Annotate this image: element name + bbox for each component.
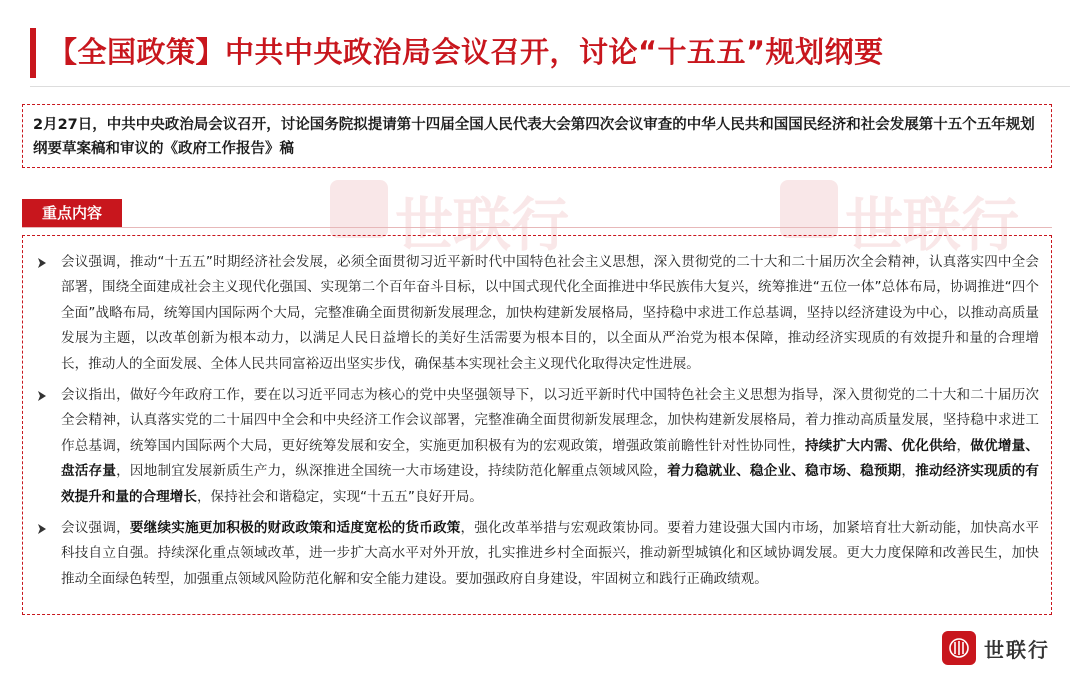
footer-brand	[942, 630, 1050, 666]
emphasis-text: 要继续实施更加积极的财政政策和适度宽松的货币政策	[129, 520, 461, 537]
summary-box	[22, 104, 1052, 168]
list-item	[35, 516, 1039, 592]
arrow-bullet-icon	[35, 383, 49, 408]
title-accent-bar	[30, 28, 36, 78]
body-text: ，	[956, 437, 971, 454]
emphasis-text: 着力稳就业、稳企业、稳市场、稳预期	[667, 463, 902, 480]
summary-text: 2月27日，中共中央政治局会议召开，讨论国务院拟提请第十四届全国人民代表大会第四次会议审查的中华人民共和国国民经济和社会发展第十五个五年规划纲要草案稿和审议的《政府工作报告》稿	[33, 117, 1035, 157]
title-bar	[30, 22, 1060, 84]
section-underline	[22, 227, 1052, 228]
arrow-bullet-icon	[35, 250, 49, 275]
watermark-logo-icon	[330, 180, 388, 238]
list-item	[35, 250, 1039, 377]
section-tag: 重点内容	[22, 199, 122, 227]
body-text: 会议强调，推动“十五五”时期经济社会发展，必须全面贯彻习近平新时代中国特色社会主义思想，深入贯彻党的二十大和二十届历次全会精神，认真落实四中全会部署，围绕全面建成社会主义现代化强国、实现第二个百年奋斗目标，以中国式现代化全面推进中华民族伟大复兴，统筹推进“五位一体”总体布局，协调推进“四个全面”战略布局，统筹国内国际两个大局，完整准确全面贯彻新发展理念，加快构建新发展格局，坚持稳中求进工作总基调，坚持以经济建设为中心，以推动高质量发展为主题，以改革创新为根本动力，以满足人民日益增长的美好生活需要为根本目的，以全面从严治党为根本保障，推动经济实现质的有效提升和量的合理增长，推动人的全面发展、全体人民共同富裕迈出坚实步伐，确保基本实现社会主义现代化取得决定性进展。	[61, 254, 1039, 372]
watermark-text: 世联行	[395, 191, 570, 259]
bullet-text	[61, 520, 1039, 587]
emphasis-text: 持续扩大内需、优化供给	[804, 437, 957, 454]
body-text: ，	[901, 463, 916, 480]
body-text: ，因地制宜发展新质生产力，纵深推进全国统一大市场建设，持续防范化解重点领域风险，	[116, 463, 668, 480]
brand-name: 世联行	[984, 637, 1050, 662]
bullet-text	[61, 387, 1039, 505]
bullet-text	[61, 254, 1039, 372]
watermark-logo-icon	[780, 180, 838, 238]
body-text: ，保持社会和谐稳定，实现“十五五”良好开局。	[196, 488, 483, 505]
emphasis-text: 做优增量、盘活存量	[61, 437, 1040, 480]
shilianhang-logo-icon	[942, 631, 976, 665]
page-title: 【全国政策】中共中央政治局会议召开，讨论“十五五”规划纲要	[48, 35, 884, 69]
body-text: ，强化改革举措与宏观政策协同。要着力建设强大国内市场，加紧培育壮大新动能，加快高水平科技自立自强。持续深化重点领域改革，进一步扩大高水平对外开放，扎实推进乡村全面振兴，推动新型城镇化和区域协调发展。更大力度保障和改善民生，加快推动全面绿色转型，加强重点领域风险防范化解和安全能力建设。要加强政府自身建设，牢固树立和践行正确政绩观。	[61, 520, 1040, 587]
watermark-text: 世联行	[845, 191, 1020, 259]
body-text: 会议指出，做好今年政府工作，要在以习近平同志为核心的党中央坚强领导下，以习近平新时代中国特色社会主义思想为指导，深入贯彻党的二十大和二十届历次全会精神，认真落实党的二十届四中全会和中央经济工作会议部署，完整准确全面贯彻新发展理念，加快构建新发展格局，着力推动高质量发展，坚持稳中求进工作总基调，统筹国内国际两个大局，更好统筹发展和安全，实施更加积极有为的宏观政策，增强政策前瞻性针对性协同性，	[61, 387, 1039, 454]
body-text: 会议强调，	[61, 520, 130, 537]
list-item	[35, 383, 1039, 510]
emphasis-text: 推动经济实现质的有效提升和量的合理增长	[61, 463, 1040, 505]
title-divider	[30, 86, 1070, 87]
arrow-bullet-icon	[35, 516, 49, 541]
content-box	[22, 235, 1052, 615]
